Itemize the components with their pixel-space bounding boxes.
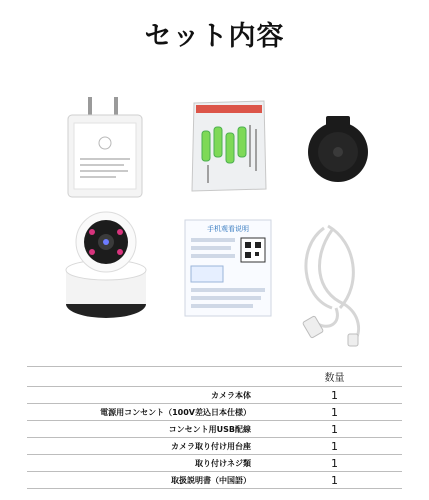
item-name: コンセント用USB配線 [27, 421, 267, 438]
table-header-quantity: 数量 [267, 367, 402, 387]
item-quantity: 1 [267, 387, 402, 404]
table-row [27, 387, 402, 404]
item-name: カメラ取り付け用台座 [27, 438, 267, 455]
table-row [27, 438, 402, 455]
manual-image [183, 218, 273, 318]
table-row [27, 404, 402, 421]
table-header-name [27, 367, 267, 387]
usb-cable-image [292, 212, 382, 352]
item-name: カメラ本体 [27, 387, 267, 404]
power-adapter-image [58, 95, 150, 200]
item-name: 取り付けネジ類 [27, 455, 267, 472]
table-row [27, 421, 402, 438]
screws-bag-image [188, 97, 270, 195]
table-row [27, 472, 402, 489]
mounting-base-image [300, 112, 376, 188]
contents-table [27, 366, 402, 489]
item-quantity: 1 [267, 404, 402, 421]
table-row [27, 455, 402, 472]
item-quantity: 1 [267, 421, 402, 438]
item-quantity: 1 [267, 455, 402, 472]
camera-body-image [58, 208, 154, 326]
item-quantity: 1 [267, 438, 402, 455]
item-name: 取扱説明書（中国語） [27, 472, 267, 489]
manual-header-text: 手机观看说明 [207, 225, 249, 233]
item-quantity: 1 [267, 472, 402, 489]
page-title: セット内容 [144, 21, 285, 52]
item-name: 電源用コンセント（100V差込日本仕様） [27, 404, 267, 421]
table-header-row [27, 367, 402, 387]
